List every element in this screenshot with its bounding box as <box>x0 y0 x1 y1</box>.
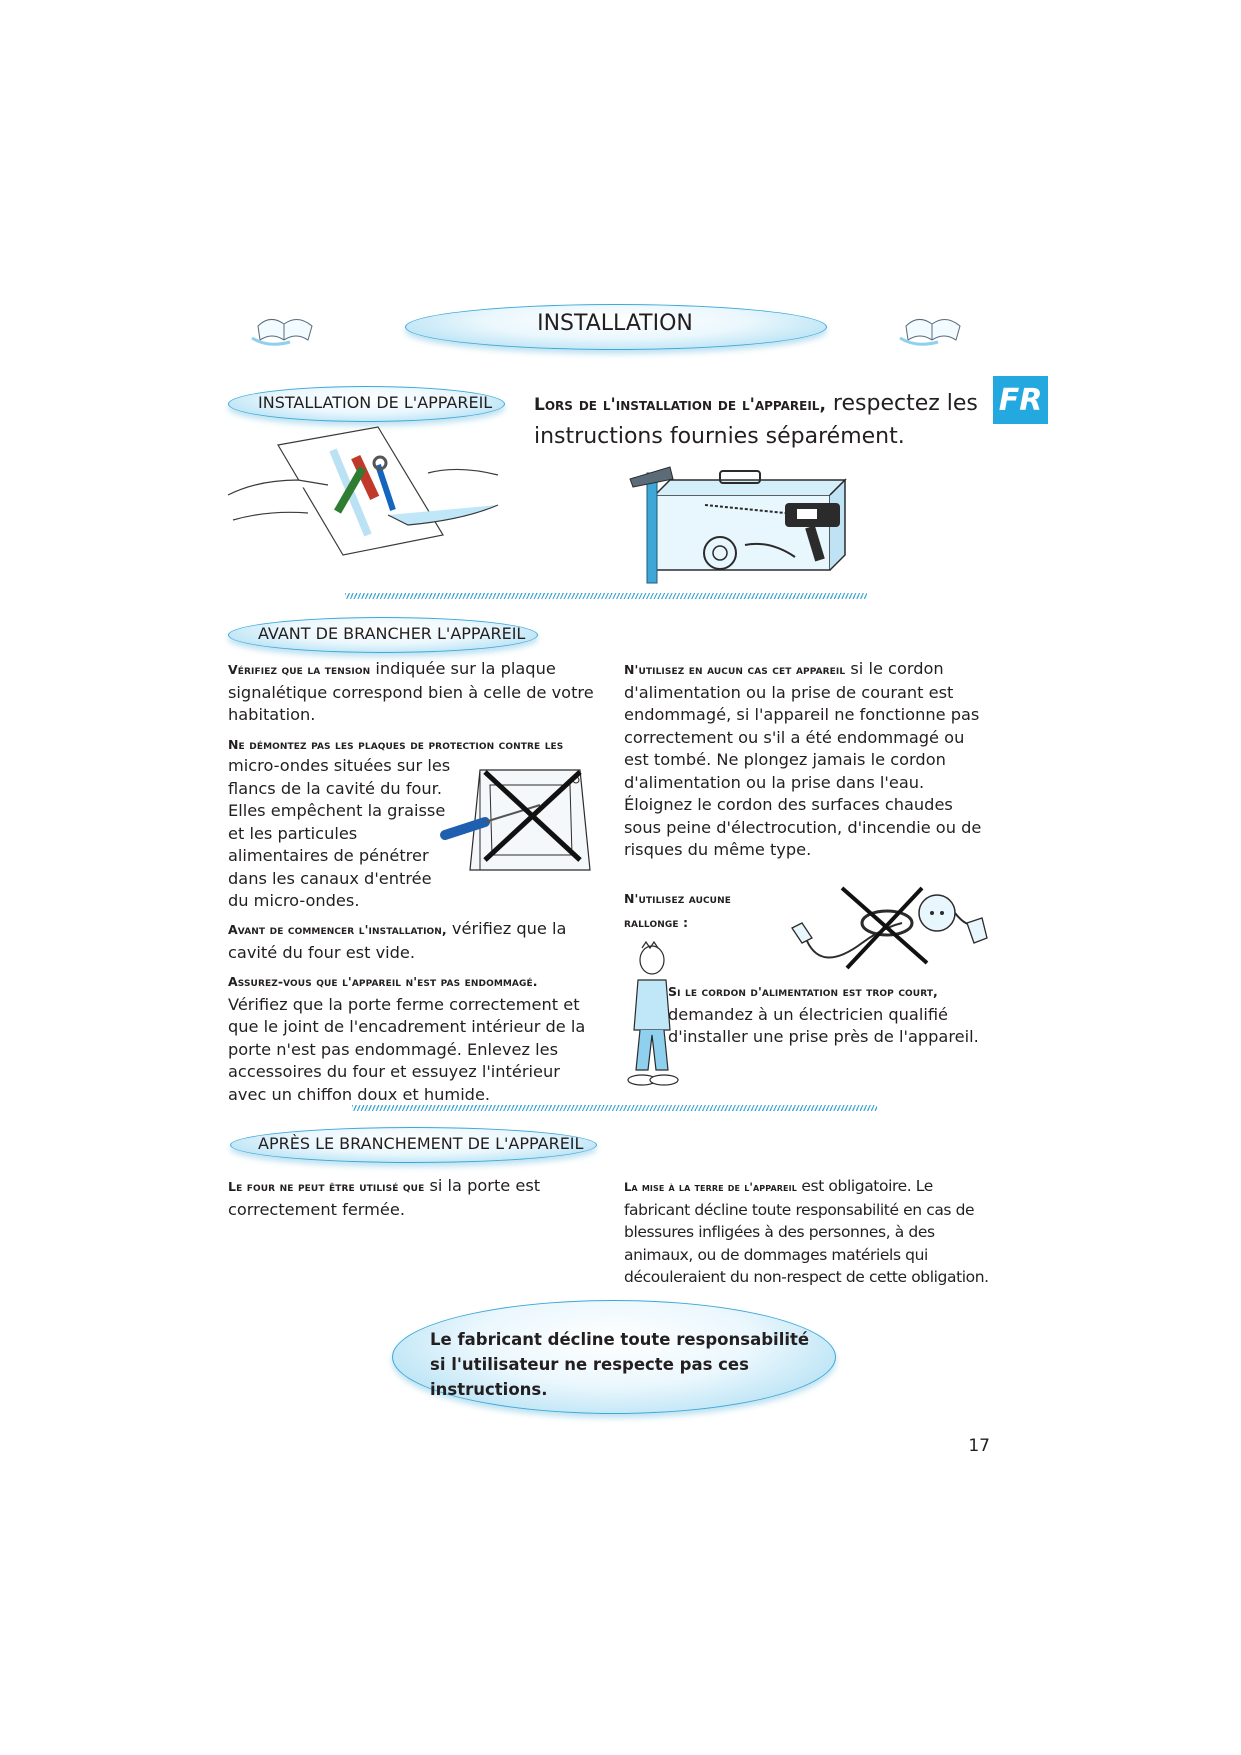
section-avant-heading: AVANT DE BRANCHER L'APPAREIL <box>258 624 526 643</box>
open-book-left-icon <box>250 308 320 348</box>
avant-right-block-3 <box>668 980 993 1049</box>
avant-left-block-3 <box>228 918 598 964</box>
oven-cavity-crossed-illustration <box>440 760 600 880</box>
section-apres-heading: APRÈS LE BRANCHEMENT DE L'APPAREIL <box>258 1134 584 1153</box>
avant-left-block-4 <box>228 970 598 1106</box>
installation-intro <box>534 388 994 453</box>
divider <box>352 1105 877 1111</box>
avant-left-4-text: Vérifiez que la porte ferme correctement et que le joint de l'encadrement intérieur de la porte n'est pas endommagé. Enlevez les accessoires du four et essuyez l'intérieur avec un chiffon doux et humide. <box>228 994 586 1104</box>
language-tab[interactable]: FR <box>993 376 1048 424</box>
apres-right-block <box>624 1175 999 1289</box>
avant-right-3-lead: Si le cordon d'alimentation est trop court, <box>668 984 938 999</box>
avant-left-block-1 <box>228 658 598 727</box>
apres-left-lead: Le four ne peut être utilisé que <box>228 1179 425 1194</box>
instruction-sheet-illustration <box>228 425 498 565</box>
avant-right-block-1 <box>624 658 989 862</box>
avant-left-2-text: micro-ondes situées sur les flancs de la cavité du four. Elles empêchent la graisse et les particules alimentaires de pénétrer dans les canaux d'entrée du micro-ondes. <box>228 756 451 910</box>
toolbox-illustration <box>625 465 865 585</box>
avant-left-block-2 <box>228 755 453 913</box>
avant-right-1-lead: N'utilisez en aucun cas cet appareil <box>624 662 846 677</box>
avant-right-block-2 <box>624 887 764 934</box>
page-number: 17 <box>968 1436 990 1456</box>
avant-left-4-lead: Assurez-vous que l'appareil n'est pas endommagé. <box>228 974 538 989</box>
avant-left-1-lead: Vérifiez que la tension <box>228 662 371 677</box>
footer-notice: Le fabricant décline toute responsabilité si l'utilisateur ne respecte pas ces instructions. <box>430 1330 810 1399</box>
section-installation-heading: INSTALLATION DE L'APPAREIL <box>258 393 493 412</box>
page-title: INSTALLATION <box>537 311 693 336</box>
avant-right-1-text: si le cordon d'alimentation ou la prise de courant est endommagé, si l'appareil ne fonctionne pas correctement ou s'il a été endommagé ou est tombé. Ne plongez jamais le cordon d'alimentation ou la prise dans l'eau. Éloignez le cordon des surfaces chaudes sous peine d'électrocution, d'incendie ou de risques du même type. <box>624 659 982 859</box>
installation-intro-lead: Lors de l'installation de l'appareil, <box>534 395 826 415</box>
open-book-right-icon <box>898 308 968 348</box>
avant-right-3-text: demandez à un électricien qualifié d'installer une prise près de l'appareil. <box>668 1004 979 1046</box>
avant-left-1-text: indiquée sur la plaque signalétique correspond bien à celle de votre habitation. <box>228 659 594 724</box>
apres-left-text: si la porte est correctement fermée. <box>228 1176 541 1219</box>
avant-left-2-lead: Ne démontez pas les plaques de protection contre les <box>228 737 564 752</box>
avant-left-block-2-lead <box>228 733 598 757</box>
avant-left-3-text: vérifiez que la cavité du four est vide. <box>228 919 567 962</box>
apres-right-text: est obligatoire. Le fabricant décline toute responsabilité en cas de blessures infligées à des personnes, à des animaux, ou de dommages matériels qui découleraient du non-respect de cette obligation. <box>624 1177 989 1286</box>
apres-right-lead: La mise à la terre de l'appareil <box>624 1180 797 1194</box>
apres-left-block <box>228 1175 593 1221</box>
avant-left-3-lead: Avant de commencer l'installation, <box>228 922 447 937</box>
avant-right-2-lead: N'utilisez aucune rallonge : <box>624 891 731 930</box>
extension-cord-crossed-illustration <box>782 883 992 978</box>
installation-intro-text: respectez les instructions fournies séparément. <box>534 391 978 449</box>
divider <box>345 593 867 599</box>
